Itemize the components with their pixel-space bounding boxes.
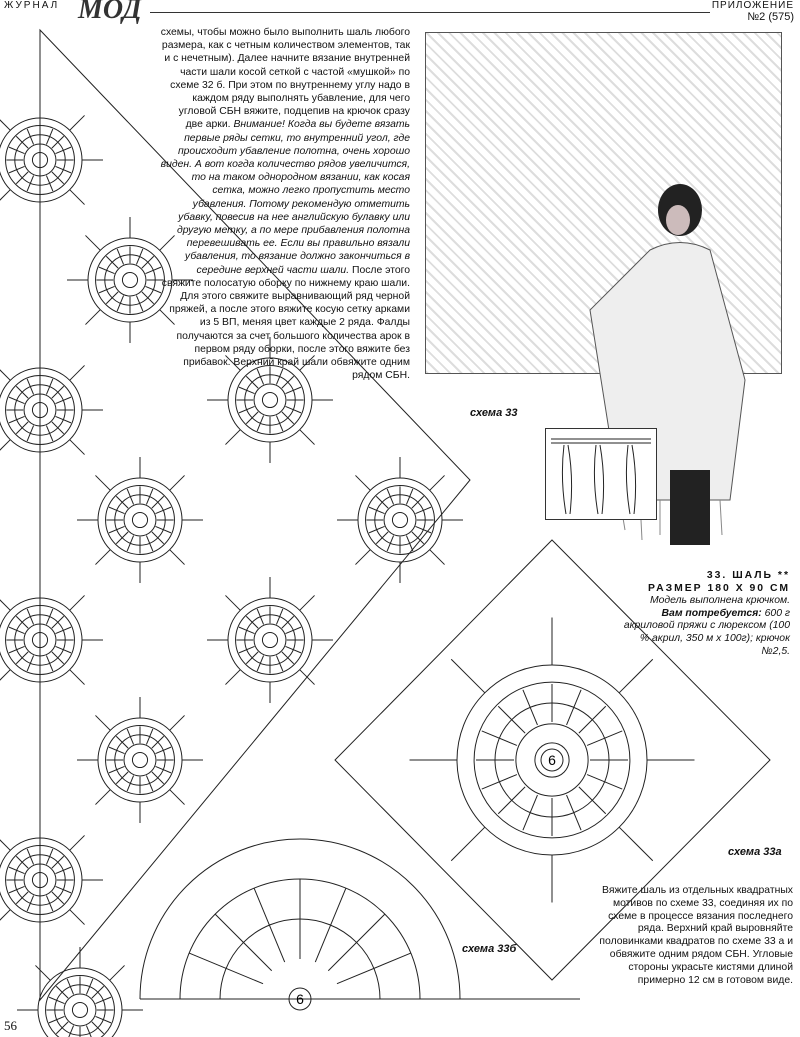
spec-method: Модель выполнена крючком. <box>649 595 790 607</box>
spec-size: РАЗМЕР 180 Х 90 СМ <box>648 582 790 594</box>
center-number-a: 6 <box>548 752 556 768</box>
scheme-33a-label: схема 33а <box>728 846 782 858</box>
scheme-33b-label: схема 33б <box>462 943 517 955</box>
center-number-b: 6 <box>296 991 304 1007</box>
issue-number: №2 (575) <box>747 11 794 23</box>
supplement-label: ПРИЛОЖЕНИЕ <box>711 0 794 11</box>
assembly-text: Вяжите шаль из отдельных квадратных мотивов по схеме 33, соединяя их по схеме в процессе вязания последнего ряда. Верхний край выровняйте половинками квадратов по схеме 33 а и обвяжите одним рядом СБН. Угловые стороны украсьте кистями длиной примерно 12 см в готовом виде. <box>599 885 793 986</box>
journal-label: ЖУРНАЛ <box>4 0 60 11</box>
journal-logo: МОД <box>78 0 142 25</box>
instructions-part-3: После этого свяжите полосатую оборку по нижнему краю шали. Для этого свяжите выравнивающий ряд черной пряжей, а после этого вяжите косую сетку арками из 5 ВП, меняя цвет каждые 2 ряда. Фалды получаются за счет большого количества арок в первом ряду оборки, после этого вяжите без прибавок. Верхний край шали обвяжите одним рядом СБН. <box>161 264 410 382</box>
spec-need-text: 600 г акриловой пряжи с люрексом (100 % акрил, 350 м х 100г); крючок №2,5. <box>623 607 790 657</box>
page-number: 56 <box>4 1018 17 1033</box>
pattern-spec <box>560 570 790 658</box>
scheme-33-label: схема 33 <box>470 407 518 419</box>
spec-title: 33. ШАЛЬ ** <box>706 570 790 581</box>
instructions-text <box>160 26 410 382</box>
instructions-part-1: схемы, чтобы можно было выполнить шаль любого размера, как с четным количеством элементов, так и с нечетным). Далее начните вязание внутренней части шали косой сеткой с частой «мушкой» по схеме 32 б. При этом по внутреннему углу надо в каждом ряду выполнять убавление, для чего угловой СБН вяжите, подцепив на крючок сразу две арки. <box>160 27 410 131</box>
spec-need-label: Вам потребуется: <box>661 607 762 619</box>
fringe-diagram <box>545 428 657 520</box>
instructions-attention: Внимание! Когда вы будете вязать первые ряды сетки, то внутренний угол, где происходит убавление полотна, очень хорошо виден. А вот когда количество рядов увеличится, то на таком однородном вязании, как косая сетка, можно легко пропустить место убавления. Потому рекомендую отметить убавку, повесив на нее английскую булавку или другую метку, а по мере прибавления полотна перевешивать ее. Если вы правильно вязали убавления, то вязание должно закончиться в середине верхней части шали. <box>160 119 410 276</box>
